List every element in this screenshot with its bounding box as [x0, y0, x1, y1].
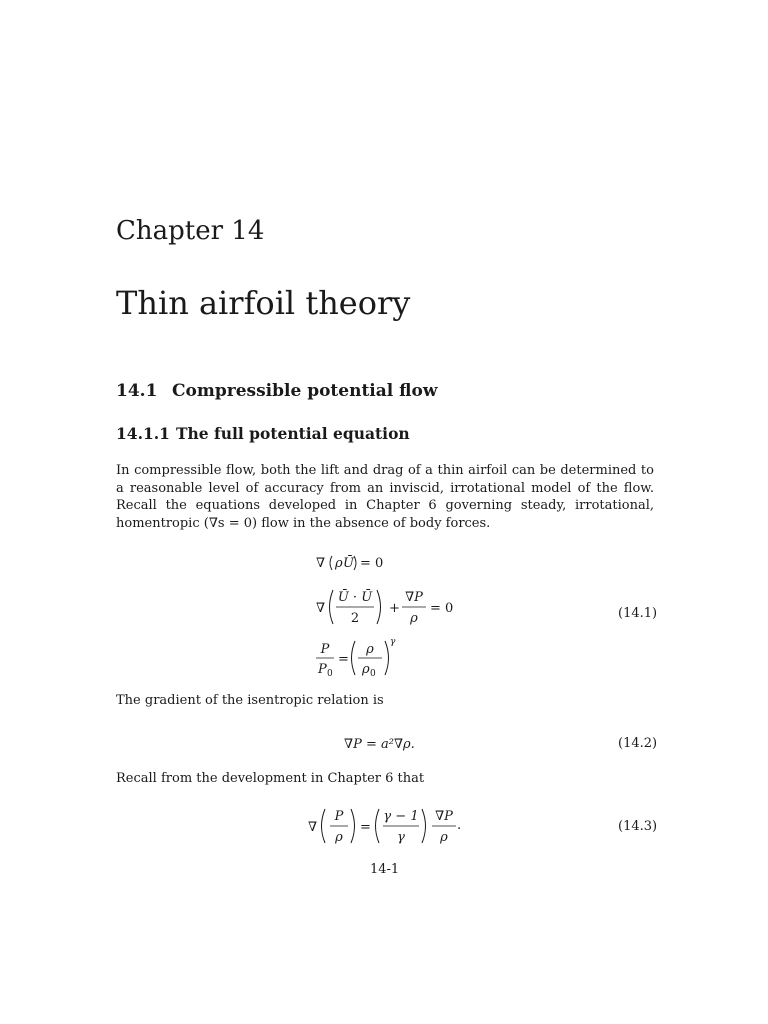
equation-number-14-1: (14.1)	[618, 606, 658, 621]
eq1-line1-right-paren	[354, 556, 356, 570]
eq1-line3-exponent: γ	[390, 637, 396, 647]
paragraph-recall: Recall from the development in Chapter 6 that	[116, 771, 425, 786]
eq3-nabla: ∇	[308, 820, 318, 835]
paragraph-gradient: The gradient of the isentropic relation is	[116, 693, 384, 708]
eq2-expression: ∇P = a²∇ρ.	[344, 737, 415, 752]
eq3-numerator-3: ∇P	[435, 809, 453, 824]
eq1-line3-denominator: P	[318, 662, 327, 677]
subsection-title: The full potential equation	[176, 424, 410, 443]
section-title: Compressible potential flow	[172, 381, 438, 401]
eq3-denominator: ρ	[335, 830, 343, 845]
eq3-equals: =	[360, 820, 371, 835]
eq1-line3-denominator-2-subscript: 0	[370, 669, 376, 679]
eq1-line2-left-paren	[330, 590, 334, 624]
section-heading	[116, 381, 437, 401]
eq3-period: .	[457, 818, 462, 833]
chapter-label: Chapter 14	[116, 216, 265, 246]
eq1-line2-rhs: = 0	[430, 601, 454, 616]
eq1-line3-equals: =	[338, 652, 349, 667]
eq3-numerator-2: γ − 1	[383, 809, 419, 824]
eq1-line2-right-paren	[377, 590, 381, 624]
eq1-line3-numerator-2: ρ	[366, 642, 374, 657]
equation-number-14-2: (14.2)	[618, 736, 658, 751]
eq3-denominator-3: ρ	[440, 830, 448, 845]
eq3-numerator: P	[334, 809, 344, 824]
eq1-line2-numerator-2: ∇P	[405, 590, 423, 605]
eq3-right-paren-2	[422, 809, 426, 843]
eq3-left-paren-2	[376, 809, 380, 843]
eq1-line2-denominator-2: ρ	[410, 611, 418, 626]
eq1-line1-left-paren	[330, 556, 332, 570]
eq1-line1-nabla: ∇	[316, 556, 326, 571]
page-number: 14-1	[370, 862, 400, 877]
eq3-left-paren-1	[322, 809, 326, 843]
eq1-line2-denominator: 2	[350, 611, 360, 626]
eq1-line3-denominator-2: ρ	[362, 662, 370, 677]
eq1-line2-numerator: Ū · Ū	[337, 590, 373, 605]
paragraph-intro: In compressible flow, both the lift and drag of a thin airfoil can be determined to a reasonable level of accuracy from an inviscid, irrotational model of the flow. Recall the equations developed in Chapter 6 governing steady, irrotational, homentropic (∇s = 0) flow in the absence of body forces.	[116, 463, 654, 531]
subsection-heading	[116, 424, 410, 443]
eq1-line3-left-paren	[352, 641, 356, 675]
eq1-line1-U: Ū	[343, 556, 354, 571]
eq1-line3-numerator: P	[320, 642, 330, 657]
eq1-line2-nabla: ∇	[316, 601, 326, 616]
eq1-line1-rhs: = 0	[360, 556, 384, 571]
eq1-line1-rho: ρ	[335, 556, 343, 571]
eq3-right-paren-1	[351, 809, 355, 843]
equation-14-1	[300, 546, 500, 682]
eq1-line3-denominator-subscript: 0	[327, 669, 333, 679]
eq1-line3-right-paren	[385, 641, 389, 675]
section-number: 14.1	[116, 381, 158, 401]
equation-14-3	[300, 800, 480, 852]
subsection-number: 14.1.1	[116, 424, 170, 443]
eq3-denominator-2: γ	[397, 830, 405, 845]
equation-14-2	[340, 730, 460, 756]
chapter-title: Thin airfoil theory	[116, 284, 411, 322]
eq1-line2-plus: +	[389, 601, 400, 616]
equation-number-14-3: (14.3)	[618, 819, 658, 834]
